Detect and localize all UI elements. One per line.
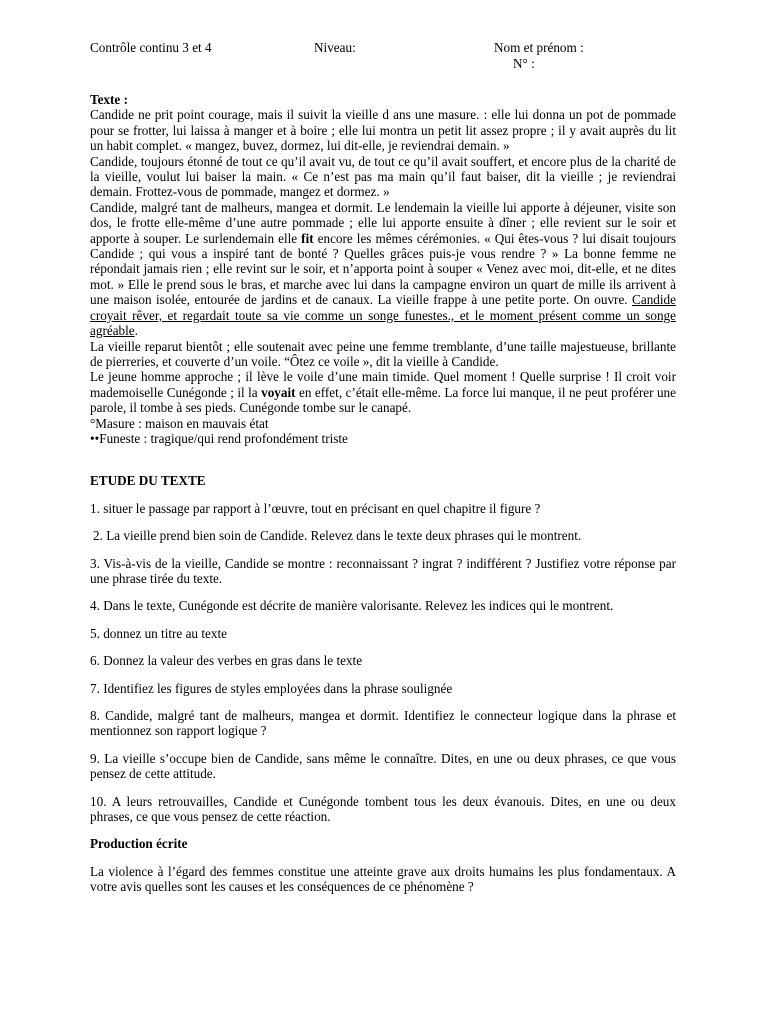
paragraph-5-part-b: en effet, c’était elle-même. La force lui manque, il ne peut proférer une parole, il tombe à ses pieds. Cunégonde tombe sur le canapé. [90,384,676,416]
study-section-title: ETUDE DU TEXTE [90,473,206,489]
underlined-sentence: Candide croyait rêver, et regardait toute sa vie comme un songe funestes., et le moment présent comme un songe agréable [90,292,676,339]
footnote-funeste: ••Funeste : tragique/qui rend profondément triste [90,430,348,446]
production-title: Production écrite [90,836,188,852]
question-10: 10. A leurs retrouvailles, Candide et Cunégonde tombent tous les deux évanouis. Dites, en une ou deux phrases, ce que vous pensez de cette réaction. [90,793,676,825]
question-4: 4. Dans le texte, Cunégonde est décrite de manière valorisante. Relevez les indices qui le montrent. [90,598,614,614]
question-8: 8. Candide, malgré tant de malheurs, mangea et dormit. Identifiez le connecteur logique dans la phrase et mentionnez son rapport logique ? [90,708,676,739]
passage [90,92,676,446]
paragraph-3-part-a: Candide, malgré tant de malheurs, mangea et dormit. Le lendemain la vieille lui apporte à déjeuner, visite son dos, le frotte elle-même d’une autre pommade ; elle lui apporte ensuite à dîner ; elle revient sur le soir et apporte à souper. Le surlendemain elle [90,199,676,246]
name-field: Nom et prénom : [494,40,584,55]
question-3: 3. Vis-à-vis de la vieille, Candide se montre : reconnaissant ? ingrat ? indifférent ? Justifiez votre réponse par une phrase tirée du texte. [90,555,676,586]
exam-header [90,40,676,76]
footnote-masure: °Masure : maison en mauvais état [90,415,269,431]
paragraph-3-end: . [134,323,138,339]
passage-paragraph-5 [90,369,676,415]
paragraph-3-part-b: encore les mêmes cérémonies. « Qui êtes-vous ? lui disait toujours Candide ; qui vous a inspiré tant de bonté ? Quelles grâces puis-je vous rendre ? » La bonne femme ne répondait jamais rien ; elle revint sur le soir, et n’apporta point à souper « Venez avec moi, dit-elle, et ne dites mot. » Elle le prend sous le bras, et marche avec lui dans la campagne environ un quart de mille ils arrivent à une maison isolée, entourée de jardins et de canaux. La vieille frappe à une petite porte. On ouvre. [90,230,676,308]
bold-verb-voyait: voyait [261,384,296,400]
number-field: N° : [513,56,535,71]
exam-title: Contrôle continu 3 et 4 [90,40,212,55]
question-1: 1. situer le passage par rapport à l’œuvre, tout en précisant en quel chapitre il figure ? [90,500,541,516]
passage-paragraph-3 [90,200,676,339]
question-9: 9. La vieille s’occupe bien de Candide, sans même le connaître. Dites, en une ou deux phrases, ce que vous pensez de cette attitude. [90,750,676,782]
paragraph-5-part-a: Le jeune homme approche ; il lève le voile d’une main timide. Quel moment ! Quelle surprise ! Il croit voir mademoiselle Cunégonde ; il la [90,369,676,400]
question-6: 6. Donnez la valeur des verbes en gras dans le texte [90,653,363,669]
questions-list [90,501,676,825]
level-field: Niveau: [314,40,356,55]
exam-page [90,40,676,907]
bold-verb-fit: fit [301,230,314,246]
passage-paragraph-2: Candide, toujours étonné de tout ce qu’il avait vu, de tout ce qu’il avait souffert, et encore plus de la charité de la vieille, voulut lui baiser la main. « Ce n’est pas ma main qu’il faut baiser, dit la vieille ; je reviendrai demain. Frottez-vous de pommade, mangez et dormez. » [90,153,676,200]
passage-paragraph-4: La vieille reparut bientôt ; elle soutenait avec peine une femme tremblante, d’une taille majestueuse, brillante de pierreries, et couverte d’un voile. “Ôtez ce voile », dit la vieille à Candide. [90,338,676,369]
passage-paragraph-1: Candide ne prit point courage, mais il suivit la vieille d ans une masure. : elle lui donna un pot de pommade pour se frotter, lui laissa à manger et à boire ; elle lui montra un petit lit assez propre ; il y avait auprès du lit un habit complet. « mangez, buvez, dormez, lui dit-elle, je reviendrai demain. » [90,107,676,154]
production-prompt: La violence à l’égard des femmes constitue une atteinte grave aux droits humains les plus fondamentaux. A votre avis quelles sont les causes et les conséquences de ce phénomène ? [90,863,676,895]
question-2: 2. La vieille prend bien soin de Candide. Relevez dans le texte deux phrases qui le montrent. [93,528,582,544]
question-5: 5. donnez un titre au texte [90,625,227,641]
question-7: 7. Identifiez les figures de styles employées dans la phrase soulignée [90,680,453,696]
passage-title: Texte : [90,92,128,107]
